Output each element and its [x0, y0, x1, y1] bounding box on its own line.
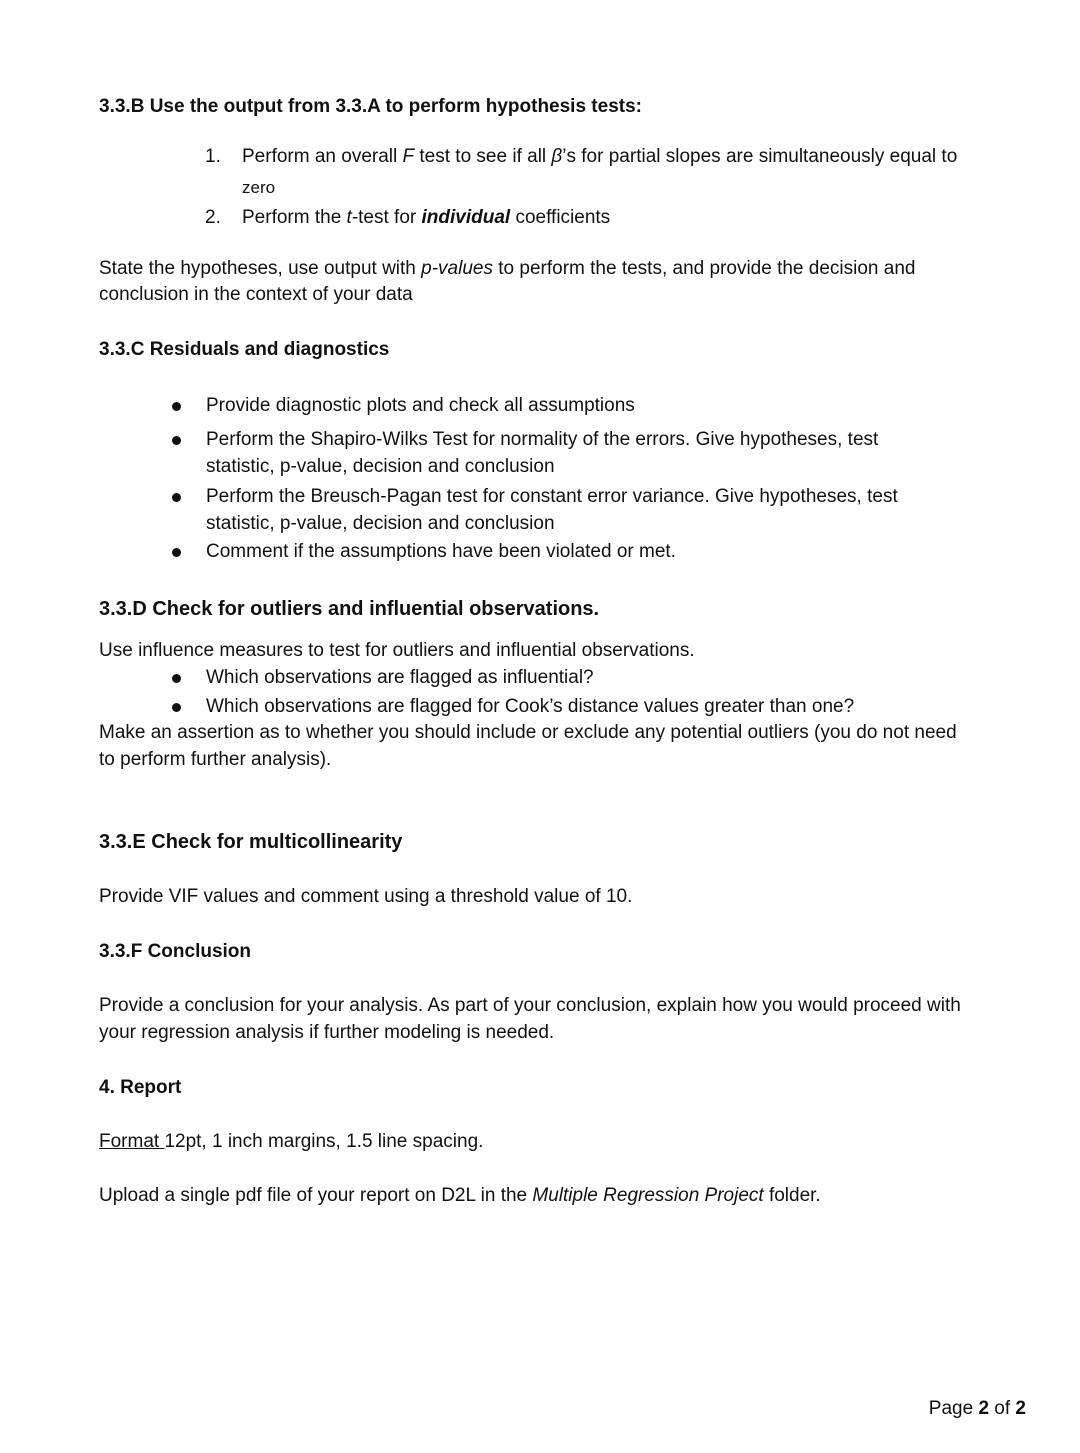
- section-c-bullet-4: Comment if the assumptions have been violated or met.: [206, 541, 676, 562]
- report-format-line: Format 12pt, 1 inch margins, 1.5 line spacing.: [99, 1131, 484, 1152]
- bullet-icon: [172, 493, 181, 502]
- list-item-1: Perform an overall F test to see if all β’s for partial slopes are simultaneously equal to: [242, 146, 958, 167]
- section-c-bullet-1: Provide diagnostic plots and check all assumptions: [206, 395, 635, 416]
- section-d-bullet-2: Which observations are flagged for Cook’s distance values greater than one?: [206, 696, 855, 717]
- section-f-heading: 3.3.F Conclusion: [99, 941, 252, 962]
- section-e-text: Provide VIF values and comment using a threshold value of 10.: [99, 886, 633, 907]
- format-label: Format: [99, 1131, 165, 1152]
- report-heading: 4. Report: [99, 1077, 182, 1098]
- bullet-icon: [172, 674, 181, 683]
- bullet-icon: [172, 548, 181, 557]
- page-number: Page 2 of 2: [928, 1398, 1026, 1419]
- list-item-1-continuation: zero: [242, 178, 276, 197]
- section-b-instructions-line-1: State the hypotheses, use output with p-values to perform the tests, and provide the decision and: [99, 258, 916, 279]
- section-b-instructions-line-2: conclusion in the context of your data: [99, 284, 413, 305]
- list-item-2: Perform the t-test for individual coefficients: [242, 207, 611, 228]
- bullet-icon: [172, 703, 181, 712]
- section-f-line-2: your regression analysis if further modeling is needed.: [99, 1022, 555, 1043]
- section-c-bullet-3-line-2: statistic, p-value, decision and conclusion: [206, 513, 555, 534]
- section-d-assertion-line-2: to perform further analysis).: [99, 749, 332, 770]
- section-c-heading: 3.3.C Residuals and diagnostics: [99, 339, 390, 360]
- report-upload-line: Upload a single pdf file of your report on D2L in the Multiple Regression Project folder.: [99, 1185, 821, 1206]
- bullet-icon: [172, 436, 181, 445]
- section-b-heading: 3.3.B Use the output from 3.3.A to perform hypothesis tests:: [99, 96, 642, 117]
- section-d-heading: 3.3.D Check for outliers and influential observations.: [99, 598, 600, 620]
- bullet-icon: [172, 402, 181, 411]
- section-c-bullet-3-line-1: Perform the Breusch-Pagan test for constant error variance. Give hypotheses, test: [206, 486, 898, 507]
- list-number-1: 1.: [205, 146, 221, 167]
- section-c-bullet-2-line-2: statistic, p-value, decision and conclusion: [206, 456, 555, 477]
- section-c-bullet-2-line-1: Perform the Shapiro-Wilks Test for normality of the errors. Give hypotheses, test: [206, 429, 879, 450]
- section-f-line-1: Provide a conclusion for your analysis. As part of your conclusion, explain how you would proceed with: [99, 995, 961, 1016]
- section-d-bullet-1: Which observations are flagged as influential?: [206, 667, 594, 688]
- section-e-heading: 3.3.E Check for multicollinearity: [99, 831, 403, 853]
- section-d-intro: Use influence measures to test for outliers and influential observations.: [99, 640, 695, 661]
- list-number-2: 2.: [205, 207, 221, 228]
- section-d-assertion-line-1: Make an assertion as to whether you should include or exclude any potential outliers (you do not need: [99, 722, 957, 743]
